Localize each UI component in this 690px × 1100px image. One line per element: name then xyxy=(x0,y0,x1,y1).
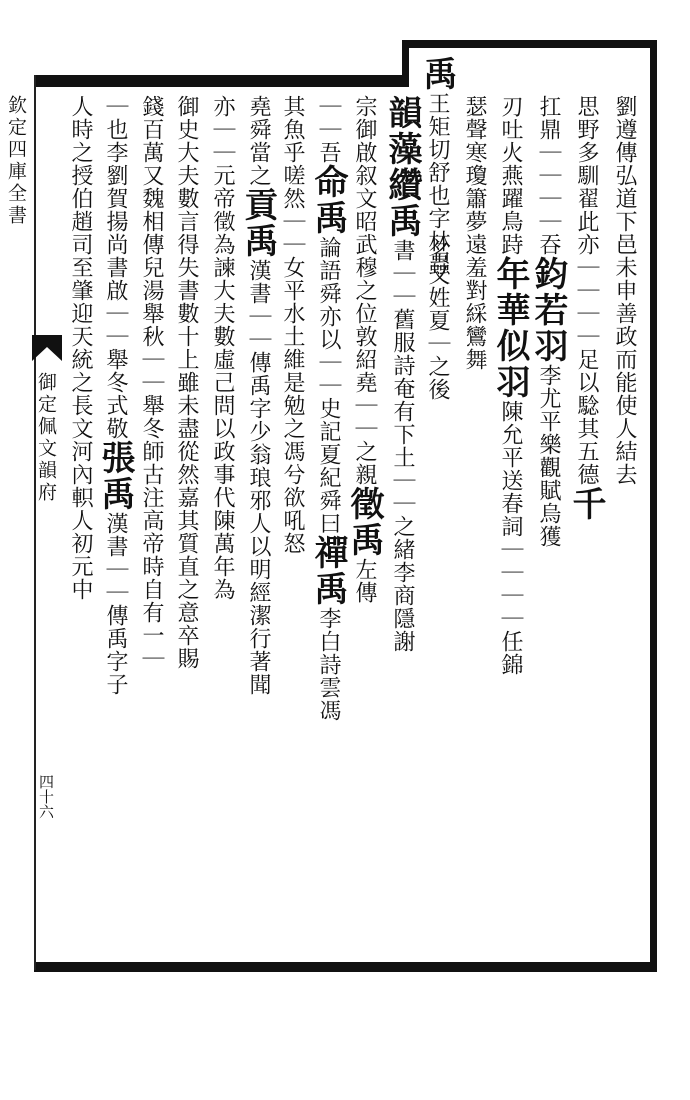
text-segment: 李尤平樂觀賦烏獲 xyxy=(536,364,561,548)
text-segment: 瑟聲寒瓊簫夢遠羞對綵鸞舞 xyxy=(462,95,487,371)
text-segment: 馮兮欲吼怒 xyxy=(280,440,305,555)
text-segment: 漢書｜｜傳禹字子 xyxy=(103,512,128,696)
text-segment: 錢百萬又魏相傳兒湯舉秋｜｜舉冬師古注高帝時自有一｜ xyxy=(139,95,164,670)
text-column-11 xyxy=(274,95,310,955)
headword: 命禹 xyxy=(308,164,348,236)
text-column-3 xyxy=(530,95,566,955)
frame-right-rule xyxy=(650,40,657,970)
text-segment: 李白詩雲馮 xyxy=(316,607,341,722)
text-column-13 xyxy=(204,95,240,955)
text-column-12 xyxy=(240,95,276,955)
text-segment: 左傳 xyxy=(352,558,377,604)
text-segment: ｜｜吾 xyxy=(316,95,341,164)
frame-left-rule xyxy=(34,75,36,970)
text-segment: 陳允平送春詞｜｜｜｜任錦 xyxy=(498,400,523,676)
text-column-8 xyxy=(384,95,420,955)
text-column-15 xyxy=(133,95,169,955)
text-column-5 xyxy=(456,95,492,955)
page-number: 四十六 xyxy=(37,774,55,819)
headword: 徵禹 xyxy=(344,486,384,558)
text-column-4 xyxy=(492,95,528,955)
headword: 鈞若羽 xyxy=(528,256,568,364)
frame-bottom-rule xyxy=(34,962,657,972)
text-column-2 xyxy=(568,95,604,955)
fish-tail-icon xyxy=(32,335,62,361)
text-segment: 漢書｜｜傳禹字少翁琅邪人以明經潔行著聞 xyxy=(246,259,271,696)
text-segment: 亦｜｜ xyxy=(210,95,235,164)
headword: 年華似羽 xyxy=(490,256,530,400)
text-column-1 xyxy=(606,95,642,955)
text-column-7 xyxy=(419,240,455,1100)
text-segment: 御史大夫數言得失書數十上雖未盡從然嘉其質直之意卒賜 xyxy=(174,95,199,670)
text-segment: 刃吐火燕躍鳥跱 xyxy=(498,95,523,256)
text-segment: 人時之授伯趙司至肇迎天統之長 xyxy=(68,95,93,417)
text-column-17 xyxy=(62,95,98,955)
text-column-14 xyxy=(168,95,204,955)
text-segment: 書｜｜舊服詩奄有下土｜｜之緒李商隱謝 xyxy=(390,239,415,653)
headword: 禪禹 xyxy=(308,535,348,607)
text-segment: 思野多馴翟此亦｜｜｜｜足以騐其五德 xyxy=(574,95,599,486)
text-segment: 文河內軹人初元中 xyxy=(68,417,93,601)
text-segment: 名又姓夏｜之後 xyxy=(425,240,450,401)
headword: 千 xyxy=(566,486,606,522)
text-segment: 元帝徵為諫大夫數虛己問以政事代陳萬年為 xyxy=(210,164,235,601)
frame-top-rule-left xyxy=(34,75,408,87)
text-column-9 xyxy=(346,95,382,955)
text-segment: 堯舜當之 xyxy=(246,95,271,187)
text-segment: 論語舜亦以｜｜史記夏紀舜曰 xyxy=(316,236,341,535)
text-column-10 xyxy=(310,95,346,955)
headword: 張禹 xyxy=(95,440,135,512)
text-segment: 宗御啟叙文昭武穆之位敦紹堯｜｜之親 xyxy=(352,95,377,486)
library-title: 欽定四庫全書 xyxy=(5,95,27,227)
text-column-16 xyxy=(97,95,133,955)
text-segment: 扛鼎｜｜｜｜吞 xyxy=(536,95,561,256)
book-title: 御定佩文韻府 xyxy=(35,372,57,504)
frame-top-rule-right xyxy=(402,40,656,48)
headword: 貢禹 xyxy=(238,187,278,259)
headword: 纘禹 xyxy=(382,167,422,239)
text-segment: ｜也李劉賀揚尚書啟｜｜舉冬式敬 xyxy=(103,95,128,440)
headword: 禹 xyxy=(417,56,457,92)
text-segment: 王矩切舒也字林蟲 xyxy=(425,92,450,276)
text-segment: 劉遵傳弘道下邑未申善政而能使人結去 xyxy=(612,95,637,486)
text-segment: 嗟然｜｜女平水土維是勉之 xyxy=(280,164,305,440)
headword: 韻藻 xyxy=(382,95,422,167)
text-segment: 其魚乎 xyxy=(280,95,305,164)
